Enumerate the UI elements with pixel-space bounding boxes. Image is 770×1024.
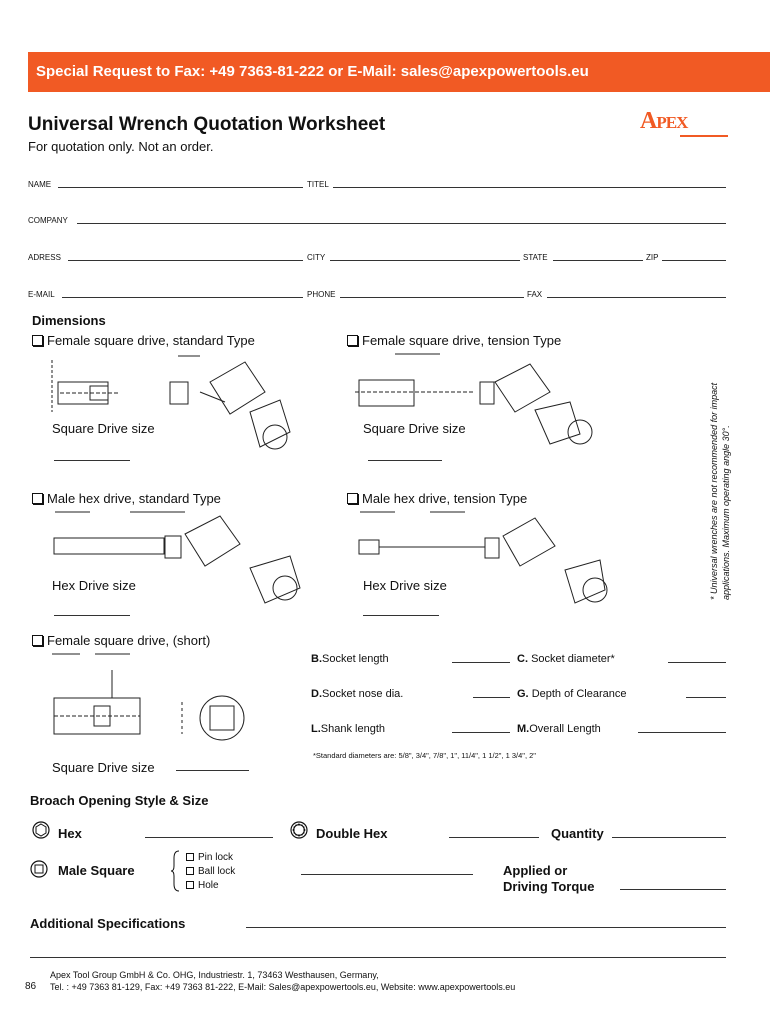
measure-text: Overall Length (529, 723, 601, 735)
depth-of-clearance-field[interactable] (686, 697, 726, 698)
driving-torque-label: Driving Torque (503, 879, 595, 894)
page-subtitle: For quotation only. Not an order. (28, 139, 214, 154)
hex-drive-size-label-2: Hex Drive size (363, 578, 447, 593)
socket-length-field[interactable] (452, 662, 510, 663)
page-title: Universal Wrench Quotation Worksheet (28, 114, 386, 135)
overall-length-label (517, 723, 601, 735)
measure-text: Socket diameter* (531, 653, 615, 665)
footer-address: Apex Tool Group GmbH & Co. OHG, Industriestr. 1, 73463 Westhausen, Germany, (50, 970, 379, 980)
city-label: CITY (307, 253, 326, 262)
measure-letter: C. (517, 653, 528, 665)
apex-logo (640, 108, 687, 135)
depth-of-clearance-label (517, 688, 626, 700)
side-note: * Universal wrenches are not recommended for impact applications. Maximum operating angle 30°. (709, 382, 731, 600)
overall-length-field[interactable] (638, 732, 726, 733)
male-hex-standard-drawing (50, 508, 300, 618)
socket-diameter-label (517, 653, 615, 665)
option-male-hex-standard[interactable] (32, 491, 221, 506)
additional-specs-label: Additional Specifications (30, 916, 186, 931)
pin-lock-option[interactable] (186, 852, 233, 863)
email-label: E-MAIL (28, 290, 55, 299)
hex-label: Hex (58, 826, 82, 841)
option-male-hex-tension[interactable] (347, 491, 527, 506)
option-label: Hole (198, 880, 219, 891)
double-hex-icon[interactable] (290, 821, 310, 841)
phone-field[interactable] (340, 297, 524, 298)
logo-underline (680, 135, 728, 137)
driving-torque-field[interactable] (620, 889, 726, 890)
checkbox[interactable] (32, 335, 43, 346)
option-label: Pin lock (198, 852, 234, 863)
male-square-icon[interactable] (30, 860, 50, 880)
square-drive-size-field-2[interactable] (368, 460, 442, 461)
shank-length-label (311, 723, 385, 735)
quantity-label: Quantity (551, 826, 604, 841)
measure-text: Socket nose dia. (322, 688, 404, 700)
option-label: Male hex drive, tension Type (362, 491, 528, 506)
option-female-square-short[interactable] (32, 633, 210, 648)
dimensions-heading: Dimensions (32, 313, 106, 328)
measure-letter: B. (311, 653, 322, 665)
checkbox[interactable] (347, 335, 358, 346)
footer-contact: Tel. : +49 7363 81-129, Fax: +49 7363 81-222, E-Mail: Sales@apexpowertools.eu, Website: www.apexpowertools.eu (50, 982, 516, 992)
additional-specs-field-2[interactable] (30, 957, 726, 958)
checkbox[interactable] (32, 493, 43, 504)
name-label: NAME (28, 180, 52, 189)
fax-field[interactable] (547, 297, 726, 298)
adress-label: ADRESS (28, 253, 61, 262)
measure-letter: L. (311, 723, 321, 735)
brace-icon (170, 850, 180, 892)
state-field[interactable] (553, 260, 643, 261)
checkbox[interactable] (186, 867, 194, 875)
company-label: COMPANY (28, 216, 68, 225)
adress-field[interactable] (68, 260, 303, 261)
measure-text: Socket length (322, 653, 389, 665)
option-female-square-standard[interactable] (32, 333, 255, 348)
square-drive-size-field-3[interactable] (176, 770, 249, 771)
city-field[interactable] (330, 260, 520, 261)
double-hex-size-field[interactable] (449, 837, 539, 838)
measure-text: Shank length (320, 723, 385, 735)
zip-label: ZIP (646, 253, 659, 262)
socket-diameter-field[interactable] (668, 662, 726, 663)
hex-drive-size-field-2[interactable] (363, 615, 439, 616)
hex-drive-size-field-1[interactable] (54, 615, 130, 616)
square-drive-size-field-1[interactable] (54, 460, 130, 461)
ball-lock-option[interactable] (186, 866, 235, 877)
fax-label: FAX (527, 290, 543, 299)
male-square-size-field[interactable] (301, 874, 473, 875)
checkbox[interactable] (186, 853, 194, 861)
option-label: Female square drive, standard Type (47, 333, 255, 348)
socket-length-label (311, 653, 389, 665)
page-number: 86 (25, 981, 37, 992)
hex-size-field[interactable] (145, 837, 273, 838)
checkbox[interactable] (32, 635, 43, 646)
option-label: Female square drive, tension Type (362, 333, 562, 348)
broach-heading: Broach Opening Style & Size (30, 793, 209, 808)
checkbox[interactable] (347, 493, 358, 504)
square-drive-size-label-3: Square Drive size (52, 760, 155, 775)
state-label: STATE (523, 253, 548, 262)
shank-length-field[interactable] (452, 732, 510, 733)
fax-email-banner: Special Request to Fax: +49 7363-81-222 or E-Mail: sales@apexpowertools.eu (28, 52, 770, 92)
hex-icon[interactable] (32, 821, 52, 841)
option-female-square-tension[interactable] (347, 333, 561, 348)
name-field[interactable] (58, 187, 303, 188)
female-square-tension-drawing (355, 352, 595, 462)
email-field[interactable] (62, 297, 303, 298)
hex-drive-size-label-1: Hex Drive size (52, 578, 136, 593)
zip-field[interactable] (662, 260, 726, 261)
option-label: Male hex drive, standard Type (47, 491, 221, 506)
checkbox[interactable] (186, 881, 194, 889)
standard-diameters-note: *Standard diameters are: 5/8", 3/4", 7/8", 1", 11/4", 1 1/2", 1 3/4", 2" (313, 751, 536, 760)
titel-label: TITEL (307, 180, 329, 189)
male-square-label: Male Square (58, 863, 135, 878)
measure-letter: G. (517, 688, 529, 700)
measure-text: Depth of Clearance (531, 688, 627, 700)
logo-initial: A (640, 108, 657, 134)
measure-letter: D. (311, 688, 322, 700)
square-drive-size-label-1: Square Drive size (52, 421, 155, 436)
female-square-standard-drawing (50, 352, 290, 462)
square-drive-size-label-2: Square Drive size (363, 421, 466, 436)
applied-or-label: Applied or (503, 863, 568, 878)
socket-nose-dia-field[interactable] (473, 697, 510, 698)
hole-option[interactable] (186, 880, 219, 891)
double-hex-label: Double Hex (316, 826, 388, 841)
option-label: Female square drive, (short) (47, 633, 211, 648)
titel-field[interactable] (333, 187, 726, 188)
quantity-field[interactable] (612, 837, 726, 838)
additional-specs-field[interactable] (246, 927, 726, 928)
option-label: Ball lock (198, 866, 236, 877)
measure-letter: M. (517, 723, 530, 735)
socket-nose-dia-label (311, 688, 403, 700)
male-hex-tension-drawing (355, 508, 605, 618)
phone-label: PHONE (307, 290, 336, 299)
company-field[interactable] (77, 223, 726, 224)
female-square-short-drawing (50, 650, 250, 750)
logo-rest: PEX (656, 113, 688, 132)
